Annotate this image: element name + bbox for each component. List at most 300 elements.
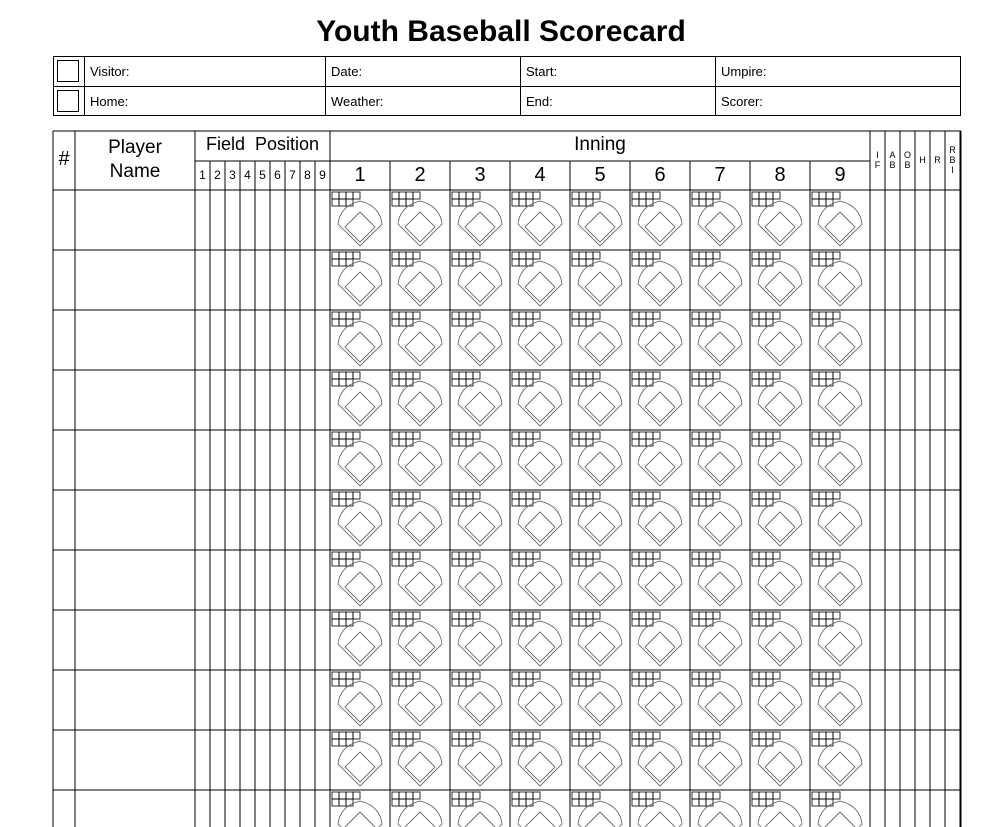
pitch-count-box[interactable] bbox=[699, 199, 706, 206]
pitch-count-box[interactable] bbox=[759, 499, 766, 506]
at-bat-cell[interactable] bbox=[392, 792, 442, 827]
pitch-count-box[interactable] bbox=[459, 492, 466, 499]
pitch-count-box[interactable] bbox=[699, 312, 706, 319]
at-bat-cell[interactable] bbox=[572, 372, 622, 426]
pitch-count-box[interactable] bbox=[459, 672, 466, 679]
scorer-field[interactable]: Scorer: bbox=[715, 87, 960, 116]
pitch-count-box[interactable] bbox=[819, 499, 826, 506]
pitch-count-box[interactable] bbox=[579, 619, 586, 626]
pitch-count-box[interactable] bbox=[339, 559, 346, 566]
at-bat-cell[interactable] bbox=[572, 252, 622, 306]
pitch-count-box[interactable] bbox=[752, 252, 759, 259]
pitch-count-box[interactable] bbox=[339, 252, 346, 259]
pitch-count-box[interactable] bbox=[392, 312, 399, 319]
pitch-count-box[interactable] bbox=[392, 792, 399, 799]
pitch-count-box[interactable] bbox=[593, 252, 600, 259]
pitch-count-box[interactable] bbox=[819, 732, 826, 739]
pitch-count-box[interactable] bbox=[452, 552, 459, 559]
pitch-count-box[interactable] bbox=[833, 672, 840, 679]
pitch-count-box[interactable] bbox=[332, 672, 339, 679]
pitch-count-box[interactable] bbox=[639, 552, 646, 559]
pitch-count-box[interactable] bbox=[346, 312, 353, 319]
pitch-count-box[interactable] bbox=[519, 559, 526, 566]
pitch-count-box[interactable] bbox=[413, 312, 420, 319]
pitch-count-box[interactable] bbox=[512, 672, 519, 679]
pitch-count-box[interactable] bbox=[392, 319, 399, 326]
pitch-count-box[interactable] bbox=[332, 199, 339, 206]
pitch-count-box[interactable] bbox=[399, 199, 406, 206]
pitch-count-box[interactable] bbox=[512, 439, 519, 446]
pitch-count-box[interactable] bbox=[826, 372, 833, 379]
at-bat-cell[interactable] bbox=[572, 612, 622, 666]
at-bat-cell[interactable] bbox=[392, 252, 442, 306]
pitch-count-box[interactable] bbox=[699, 739, 706, 746]
at-bat-cell[interactable] bbox=[692, 672, 742, 726]
pitch-count-box[interactable] bbox=[346, 792, 353, 799]
pitch-count-box[interactable] bbox=[699, 612, 706, 619]
pitch-count-box[interactable] bbox=[699, 732, 706, 739]
pitch-count-box[interactable] bbox=[833, 792, 840, 799]
pitch-count-box[interactable] bbox=[692, 432, 699, 439]
pitch-count-box[interactable] bbox=[519, 312, 526, 319]
pitch-count-box[interactable] bbox=[759, 799, 766, 806]
pitch-count-box[interactable] bbox=[819, 552, 826, 559]
pitch-count-box[interactable] bbox=[392, 499, 399, 506]
pitch-count-box[interactable] bbox=[579, 259, 586, 266]
pitch-count-box[interactable] bbox=[533, 492, 540, 499]
pitch-count-box[interactable] bbox=[392, 492, 399, 499]
pitch-count-box[interactable] bbox=[353, 732, 360, 739]
pitch-count-box[interactable] bbox=[459, 252, 466, 259]
at-bat-cell[interactable] bbox=[452, 732, 502, 786]
pitch-count-box[interactable] bbox=[519, 739, 526, 746]
pitch-count-box[interactable] bbox=[512, 559, 519, 566]
pitch-count-box[interactable] bbox=[406, 552, 413, 559]
pitch-count-box[interactable] bbox=[332, 252, 339, 259]
pitch-count-box[interactable] bbox=[406, 432, 413, 439]
pitch-count-box[interactable] bbox=[399, 319, 406, 326]
pitch-count-box[interactable] bbox=[572, 492, 579, 499]
pitch-count-box[interactable] bbox=[526, 792, 533, 799]
at-bat-cell[interactable] bbox=[392, 552, 442, 606]
pitch-count-box[interactable] bbox=[653, 492, 660, 499]
pitch-count-box[interactable] bbox=[593, 372, 600, 379]
pitch-count-box[interactable] bbox=[812, 199, 819, 206]
pitch-count-box[interactable] bbox=[593, 312, 600, 319]
at-bat-cell[interactable] bbox=[512, 432, 562, 486]
pitch-count-box[interactable] bbox=[473, 792, 480, 799]
pitch-count-box[interactable] bbox=[392, 379, 399, 386]
pitch-count-box[interactable] bbox=[833, 732, 840, 739]
at-bat-cell[interactable] bbox=[812, 372, 862, 426]
pitch-count-box[interactable] bbox=[706, 252, 713, 259]
pitch-count-box[interactable] bbox=[579, 492, 586, 499]
pitch-count-box[interactable] bbox=[452, 432, 459, 439]
pitch-count-box[interactable] bbox=[572, 739, 579, 746]
pitch-count-box[interactable] bbox=[759, 192, 766, 199]
pitch-count-box[interactable] bbox=[759, 312, 766, 319]
pitch-count-box[interactable] bbox=[646, 612, 653, 619]
pitch-count-box[interactable] bbox=[812, 192, 819, 199]
pitch-count-box[interactable] bbox=[399, 739, 406, 746]
pitch-count-box[interactable] bbox=[459, 679, 466, 686]
pitch-count-box[interactable] bbox=[332, 192, 339, 199]
pitch-count-box[interactable] bbox=[706, 372, 713, 379]
pitch-count-box[interactable] bbox=[819, 432, 826, 439]
pitch-count-box[interactable] bbox=[579, 252, 586, 259]
pitch-count-box[interactable] bbox=[526, 492, 533, 499]
pitch-count-box[interactable] bbox=[399, 439, 406, 446]
pitch-count-box[interactable] bbox=[339, 492, 346, 499]
pitch-count-box[interactable] bbox=[773, 792, 780, 799]
pitch-count-box[interactable] bbox=[572, 199, 579, 206]
pitch-count-box[interactable] bbox=[339, 432, 346, 439]
pitch-count-box[interactable] bbox=[752, 192, 759, 199]
pitch-count-box[interactable] bbox=[639, 792, 646, 799]
pitch-count-box[interactable] bbox=[646, 252, 653, 259]
pitch-count-box[interactable] bbox=[512, 739, 519, 746]
pitch-count-box[interactable] bbox=[519, 192, 526, 199]
pitch-count-box[interactable] bbox=[512, 732, 519, 739]
pitch-count-box[interactable] bbox=[413, 732, 420, 739]
at-bat-cell[interactable] bbox=[332, 672, 382, 726]
pitch-count-box[interactable] bbox=[332, 379, 339, 386]
pitch-count-box[interactable] bbox=[572, 732, 579, 739]
pitch-count-box[interactable] bbox=[466, 192, 473, 199]
pitch-count-box[interactable] bbox=[339, 199, 346, 206]
pitch-count-box[interactable] bbox=[593, 672, 600, 679]
pitch-count-box[interactable] bbox=[826, 432, 833, 439]
pitch-count-box[interactable] bbox=[346, 492, 353, 499]
pitch-count-box[interactable] bbox=[699, 192, 706, 199]
pitch-count-box[interactable] bbox=[519, 799, 526, 806]
pitch-count-box[interactable] bbox=[399, 679, 406, 686]
pitch-count-box[interactable] bbox=[512, 312, 519, 319]
at-bat-cell[interactable] bbox=[752, 732, 802, 786]
pitch-count-box[interactable] bbox=[593, 432, 600, 439]
pitch-count-box[interactable] bbox=[632, 619, 639, 626]
at-bat-cell[interactable] bbox=[392, 192, 442, 246]
pitch-count-box[interactable] bbox=[406, 252, 413, 259]
pitch-count-box[interactable] bbox=[579, 672, 586, 679]
pitch-count-box[interactable] bbox=[646, 492, 653, 499]
pitch-count-box[interactable] bbox=[752, 732, 759, 739]
pitch-count-box[interactable] bbox=[826, 732, 833, 739]
at-bat-cell[interactable] bbox=[332, 432, 382, 486]
pitch-count-box[interactable] bbox=[332, 319, 339, 326]
pitch-count-box[interactable] bbox=[473, 372, 480, 379]
pitch-count-box[interactable] bbox=[353, 552, 360, 559]
pitch-count-box[interactable] bbox=[466, 612, 473, 619]
pitch-count-box[interactable] bbox=[452, 499, 459, 506]
pitch-count-box[interactable] bbox=[339, 552, 346, 559]
pitch-count-box[interactable] bbox=[579, 612, 586, 619]
pitch-count-box[interactable] bbox=[452, 799, 459, 806]
at-bat-cell[interactable] bbox=[692, 732, 742, 786]
pitch-count-box[interactable] bbox=[639, 439, 646, 446]
pitch-count-box[interactable] bbox=[759, 252, 766, 259]
pitch-count-box[interactable] bbox=[632, 319, 639, 326]
pitch-count-box[interactable] bbox=[392, 192, 399, 199]
umpire-field[interactable]: Umpire: bbox=[715, 57, 960, 86]
pitch-count-box[interactable] bbox=[766, 372, 773, 379]
pitch-count-box[interactable] bbox=[512, 432, 519, 439]
pitch-count-box[interactable] bbox=[346, 192, 353, 199]
pitch-count-box[interactable] bbox=[759, 432, 766, 439]
pitch-count-box[interactable] bbox=[759, 672, 766, 679]
at-bat-cell[interactable] bbox=[752, 432, 802, 486]
pitch-count-box[interactable] bbox=[699, 499, 706, 506]
pitch-count-box[interactable] bbox=[572, 559, 579, 566]
pitch-count-box[interactable] bbox=[833, 432, 840, 439]
pitch-count-box[interactable] bbox=[699, 619, 706, 626]
pitch-count-box[interactable] bbox=[593, 732, 600, 739]
pitch-count-box[interactable] bbox=[406, 492, 413, 499]
pitch-count-box[interactable] bbox=[699, 492, 706, 499]
pitch-count-box[interactable] bbox=[332, 559, 339, 566]
pitch-count-box[interactable] bbox=[399, 492, 406, 499]
pitch-count-box[interactable] bbox=[713, 432, 720, 439]
at-bat-cell[interactable] bbox=[572, 432, 622, 486]
pitch-count-box[interactable] bbox=[512, 792, 519, 799]
at-bat-cell[interactable] bbox=[632, 672, 682, 726]
pitch-count-box[interactable] bbox=[713, 792, 720, 799]
pitch-count-box[interactable] bbox=[519, 612, 526, 619]
pitch-count-box[interactable] bbox=[452, 379, 459, 386]
pitch-count-box[interactable] bbox=[572, 192, 579, 199]
at-bat-cell[interactable] bbox=[512, 192, 562, 246]
pitch-count-box[interactable] bbox=[526, 612, 533, 619]
pitch-count-box[interactable] bbox=[692, 612, 699, 619]
pitch-count-box[interactable] bbox=[706, 732, 713, 739]
pitch-count-box[interactable] bbox=[533, 552, 540, 559]
pitch-count-box[interactable] bbox=[399, 259, 406, 266]
pitch-count-box[interactable] bbox=[639, 319, 646, 326]
pitch-count-box[interactable] bbox=[346, 672, 353, 679]
pitch-count-box[interactable] bbox=[519, 732, 526, 739]
pitch-count-box[interactable] bbox=[512, 552, 519, 559]
pitch-count-box[interactable] bbox=[452, 679, 459, 686]
pitch-count-box[interactable] bbox=[692, 252, 699, 259]
pitch-count-box[interactable] bbox=[579, 792, 586, 799]
pitch-count-box[interactable] bbox=[632, 199, 639, 206]
pitch-count-box[interactable] bbox=[399, 559, 406, 566]
pitch-count-box[interactable] bbox=[533, 192, 540, 199]
pitch-count-box[interactable] bbox=[466, 312, 473, 319]
pitch-count-box[interactable] bbox=[713, 612, 720, 619]
pitch-count-box[interactable] bbox=[332, 439, 339, 446]
pitch-count-box[interactable] bbox=[413, 492, 420, 499]
pitch-count-box[interactable] bbox=[819, 439, 826, 446]
at-bat-cell[interactable] bbox=[332, 552, 382, 606]
pitch-count-box[interactable] bbox=[819, 252, 826, 259]
pitch-count-box[interactable] bbox=[512, 492, 519, 499]
pitch-count-box[interactable] bbox=[752, 199, 759, 206]
pitch-count-box[interactable] bbox=[713, 552, 720, 559]
pitch-count-box[interactable] bbox=[346, 432, 353, 439]
pitch-count-box[interactable] bbox=[752, 492, 759, 499]
at-bat-cell[interactable] bbox=[452, 672, 502, 726]
pitch-count-box[interactable] bbox=[646, 432, 653, 439]
pitch-count-box[interactable] bbox=[819, 259, 826, 266]
pitch-count-box[interactable] bbox=[699, 252, 706, 259]
pitch-count-box[interactable] bbox=[519, 499, 526, 506]
pitch-count-box[interactable] bbox=[766, 312, 773, 319]
pitch-count-box[interactable] bbox=[332, 552, 339, 559]
pitch-count-box[interactable] bbox=[533, 792, 540, 799]
pitch-count-box[interactable] bbox=[459, 559, 466, 566]
pitch-count-box[interactable] bbox=[586, 372, 593, 379]
at-bat-cell[interactable] bbox=[632, 192, 682, 246]
pitch-count-box[interactable] bbox=[632, 492, 639, 499]
pitch-count-box[interactable] bbox=[713, 672, 720, 679]
pitch-count-box[interactable] bbox=[579, 379, 586, 386]
pitch-count-box[interactable] bbox=[473, 492, 480, 499]
pitch-count-box[interactable] bbox=[699, 439, 706, 446]
at-bat-cell[interactable] bbox=[392, 612, 442, 666]
pitch-count-box[interactable] bbox=[399, 252, 406, 259]
pitch-count-box[interactable] bbox=[759, 552, 766, 559]
at-bat-cell[interactable] bbox=[512, 492, 562, 546]
pitch-count-box[interactable] bbox=[706, 792, 713, 799]
pitch-count-box[interactable] bbox=[646, 192, 653, 199]
at-bat-cell[interactable] bbox=[632, 552, 682, 606]
pitch-count-box[interactable] bbox=[812, 259, 819, 266]
pitch-count-box[interactable] bbox=[632, 799, 639, 806]
pitch-count-box[interactable] bbox=[572, 439, 579, 446]
pitch-count-box[interactable] bbox=[332, 312, 339, 319]
pitch-count-box[interactable] bbox=[812, 732, 819, 739]
pitch-count-box[interactable] bbox=[759, 379, 766, 386]
pitch-count-box[interactable] bbox=[639, 679, 646, 686]
pitch-count-box[interactable] bbox=[579, 319, 586, 326]
pitch-count-box[interactable] bbox=[579, 739, 586, 746]
pitch-count-box[interactable] bbox=[819, 319, 826, 326]
pitch-count-box[interactable] bbox=[459, 739, 466, 746]
pitch-count-box[interactable] bbox=[812, 619, 819, 626]
pitch-count-box[interactable] bbox=[399, 732, 406, 739]
pitch-count-box[interactable] bbox=[653, 612, 660, 619]
pitch-count-box[interactable] bbox=[826, 192, 833, 199]
pitch-count-box[interactable] bbox=[593, 792, 600, 799]
pitch-count-box[interactable] bbox=[819, 739, 826, 746]
pitch-count-box[interactable] bbox=[339, 612, 346, 619]
pitch-count-box[interactable] bbox=[692, 312, 699, 319]
pitch-count-box[interactable] bbox=[639, 612, 646, 619]
pitch-count-box[interactable] bbox=[773, 312, 780, 319]
pitch-count-box[interactable] bbox=[632, 552, 639, 559]
pitch-count-box[interactable] bbox=[339, 672, 346, 679]
pitch-count-box[interactable] bbox=[339, 372, 346, 379]
pitch-count-box[interactable] bbox=[519, 679, 526, 686]
pitch-count-box[interactable] bbox=[339, 732, 346, 739]
pitch-count-box[interactable] bbox=[759, 679, 766, 686]
pitch-count-box[interactable] bbox=[572, 552, 579, 559]
pitch-count-box[interactable] bbox=[399, 372, 406, 379]
pitch-count-box[interactable] bbox=[399, 619, 406, 626]
at-bat-cell[interactable] bbox=[632, 612, 682, 666]
pitch-count-box[interactable] bbox=[812, 792, 819, 799]
pitch-count-box[interactable] bbox=[706, 492, 713, 499]
pitch-count-box[interactable] bbox=[632, 499, 639, 506]
at-bat-cell[interactable] bbox=[332, 612, 382, 666]
at-bat-cell[interactable] bbox=[812, 612, 862, 666]
pitch-count-box[interactable] bbox=[512, 379, 519, 386]
pitch-count-box[interactable] bbox=[646, 552, 653, 559]
pitch-count-box[interactable] bbox=[632, 372, 639, 379]
pitch-count-box[interactable] bbox=[533, 672, 540, 679]
at-bat-cell[interactable] bbox=[752, 792, 802, 827]
at-bat-cell[interactable] bbox=[512, 552, 562, 606]
pitch-count-box[interactable] bbox=[406, 312, 413, 319]
at-bat-cell[interactable] bbox=[572, 552, 622, 606]
pitch-count-box[interactable] bbox=[512, 679, 519, 686]
at-bat-cell[interactable] bbox=[752, 552, 802, 606]
pitch-count-box[interactable] bbox=[392, 799, 399, 806]
pitch-count-box[interactable] bbox=[332, 792, 339, 799]
pitch-count-box[interactable] bbox=[413, 372, 420, 379]
at-bat-cell[interactable] bbox=[752, 252, 802, 306]
pitch-count-box[interactable] bbox=[646, 792, 653, 799]
pitch-count-box[interactable] bbox=[699, 672, 706, 679]
at-bat-cell[interactable] bbox=[632, 792, 682, 827]
pitch-count-box[interactable] bbox=[339, 312, 346, 319]
pitch-count-box[interactable] bbox=[646, 372, 653, 379]
at-bat-cell[interactable] bbox=[572, 192, 622, 246]
pitch-count-box[interactable] bbox=[692, 492, 699, 499]
pitch-count-box[interactable] bbox=[473, 312, 480, 319]
at-bat-cell[interactable] bbox=[332, 732, 382, 786]
pitch-count-box[interactable] bbox=[519, 792, 526, 799]
pitch-count-box[interactable] bbox=[339, 792, 346, 799]
pitch-count-box[interactable] bbox=[406, 612, 413, 619]
pitch-count-box[interactable] bbox=[392, 252, 399, 259]
pitch-count-box[interactable] bbox=[632, 559, 639, 566]
pitch-count-box[interactable] bbox=[812, 312, 819, 319]
pitch-count-box[interactable] bbox=[579, 679, 586, 686]
pitch-count-box[interactable] bbox=[452, 732, 459, 739]
pitch-count-box[interactable] bbox=[346, 252, 353, 259]
pitch-count-box[interactable] bbox=[699, 792, 706, 799]
pitch-count-box[interactable] bbox=[519, 432, 526, 439]
pitch-count-box[interactable] bbox=[399, 499, 406, 506]
pitch-count-box[interactable] bbox=[526, 732, 533, 739]
pitch-count-box[interactable] bbox=[812, 552, 819, 559]
pitch-count-box[interactable] bbox=[639, 379, 646, 386]
pitch-count-box[interactable] bbox=[459, 439, 466, 446]
at-bat-cell[interactable] bbox=[692, 372, 742, 426]
pitch-count-box[interactable] bbox=[406, 192, 413, 199]
pitch-count-box[interactable] bbox=[766, 732, 773, 739]
pitch-count-box[interactable] bbox=[572, 259, 579, 266]
pitch-count-box[interactable] bbox=[826, 492, 833, 499]
pitch-count-box[interactable] bbox=[773, 672, 780, 679]
pitch-count-box[interactable] bbox=[759, 372, 766, 379]
pitch-count-box[interactable] bbox=[579, 559, 586, 566]
pitch-count-box[interactable] bbox=[759, 792, 766, 799]
at-bat-cell[interactable] bbox=[392, 492, 442, 546]
pitch-count-box[interactable] bbox=[819, 799, 826, 806]
pitch-count-box[interactable] bbox=[512, 192, 519, 199]
pitch-count-box[interactable] bbox=[759, 739, 766, 746]
pitch-count-box[interactable] bbox=[593, 612, 600, 619]
pitch-count-box[interactable] bbox=[632, 739, 639, 746]
pitch-count-box[interactable] bbox=[773, 552, 780, 559]
pitch-count-box[interactable] bbox=[692, 739, 699, 746]
pitch-count-box[interactable] bbox=[653, 372, 660, 379]
pitch-count-box[interactable] bbox=[459, 499, 466, 506]
pitch-count-box[interactable] bbox=[632, 612, 639, 619]
